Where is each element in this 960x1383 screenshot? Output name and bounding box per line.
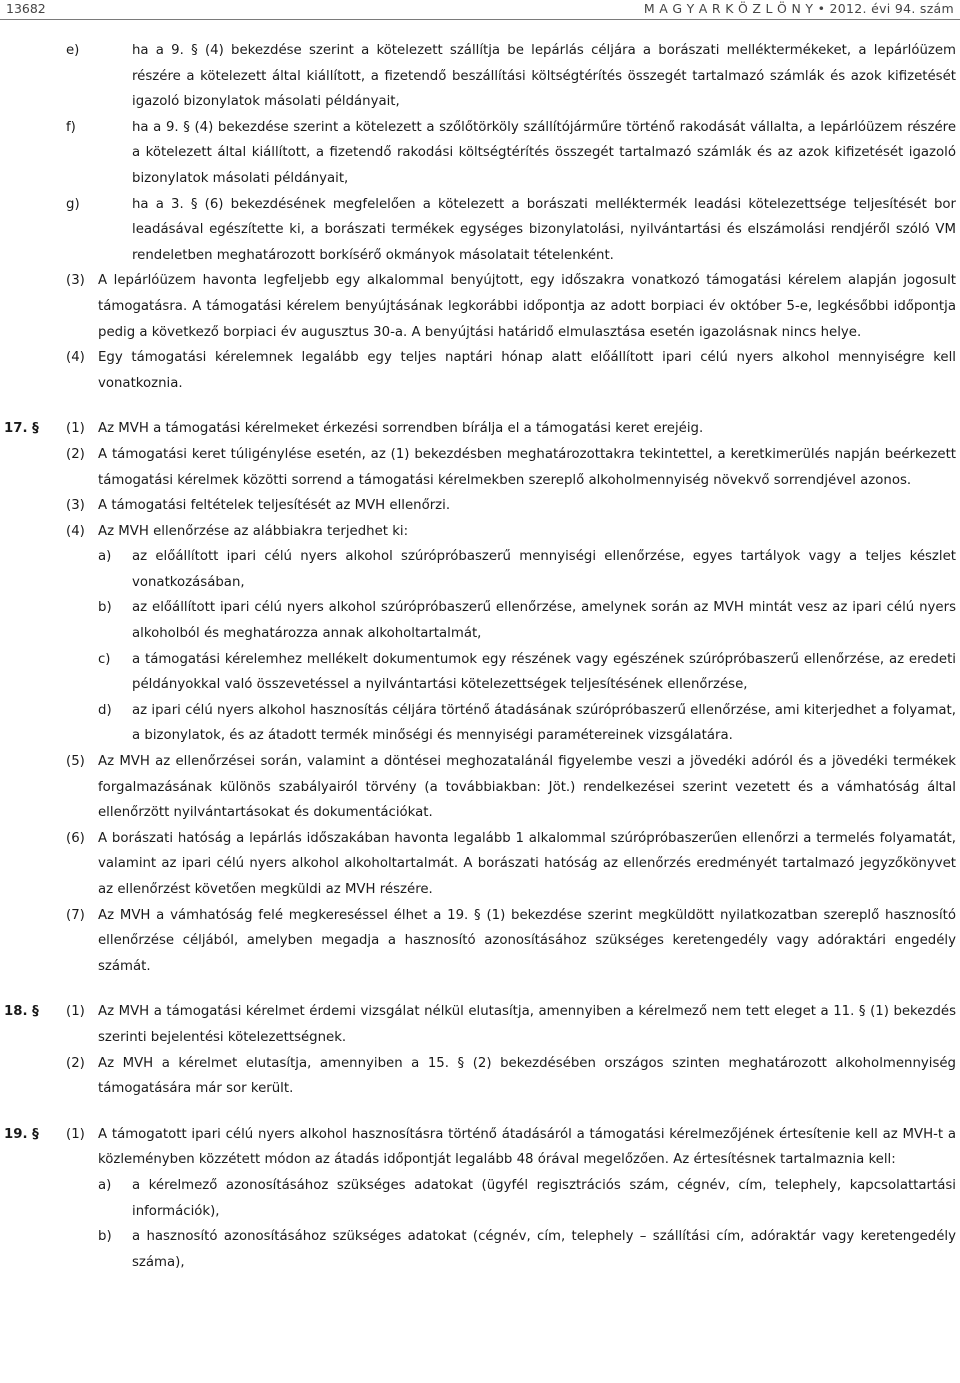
paragraph-marker: (5) [66, 754, 85, 770]
paragraph-text: a támogatási kérelemhez mellékelt dokumentumok egy részének vagy egészének szúrópróbaszerű ellenőrzése, az eredeti példányokkal való összevetéssel a nyilvántartási kötelezettségek teljesítésének ellenőrzése, [132, 651, 956, 693]
section-number: 17. § [4, 421, 39, 437]
list-item [0, 192, 960, 269]
section-paragraph [0, 999, 960, 1050]
numbered-paragraph [0, 826, 960, 903]
section-number: 19. § [4, 1126, 39, 1142]
paragraph-marker: (1) [66, 1126, 85, 1142]
numbered-paragraph [0, 519, 960, 545]
paragraph-text: az előállított ipari célú nyers alkohol szúrópróbaszerű mennyiségi ellenőrzése, egyes tartályok vagy a teljes készlet vonatkozásában, [132, 549, 956, 590]
item-marker: e) [66, 43, 80, 58]
paragraph-text: A borászati hatóság a lepárlás időszakában havonta legalább 1 alkalommal szúrópróbaszerűen ellenőrzi a termelés folyamatát, valamint az ipari célú nyers alkohol alkoholtartalmát. A borászati hatóság az ellenőrzés eredményét tartalmazó jegyzőkönyvet az ellenőrzést követően megküldi az MVH részére. [98, 830, 956, 897]
paragraph-marker: (2) [66, 1055, 85, 1071]
section-gap [0, 1102, 960, 1122]
paragraph-marker: (1) [66, 1004, 85, 1020]
paragraph-text: Az MVH a kérelmet elutasítja, amennyiben a 15. § (2) bekezdésében országos szinten meghatározott alkoholmennyiség támogatására már sor került. [98, 1055, 956, 1097]
page-number: 13682 [6, 1, 46, 16]
list-item [0, 38, 960, 115]
paragraph-marker: (3) [66, 498, 85, 514]
list-item [0, 544, 960, 595]
page-header [0, 0, 960, 22]
item-marker: a) [98, 549, 112, 565]
section-gap [0, 396, 960, 416]
numbered-paragraph [0, 442, 960, 493]
paragraph-text: ha a 9. § (4) bekezdése szerint a kötelezett szállítja be lepárlás céljára a borászati melléktermékeket, a lepárlóüzem részére a kötelezett által kiállított, a fizetendő beszállítási költségtérítés összegét tartalmazó számlák és azok kifizetését igazoló bizonylatok másolati példányait, [132, 43, 956, 110]
list-item [0, 1173, 960, 1224]
paragraph-marker: (6) [66, 830, 85, 846]
numbered-paragraph [0, 1051, 960, 1102]
numbered-paragraph [0, 268, 960, 345]
paragraph-marker: (4) [66, 523, 85, 539]
paragraph-text: Az MVH a támogatási kérelmet érdemi vizsgálat nélkül elutasítja, amennyiben a kérelmező nem tett eleget a 11. § (1) bekezdés szerinti bejelentési kötelezettségnek. [98, 1004, 956, 1045]
item-marker: b) [98, 1229, 112, 1245]
paragraph-text: A támogatási keret túligénylése esetén, az (1) bekezdésben meghatározottakra tekintettel, a keretkimerülés napján beérkezett támogatási kérelmek közötti sorrend a támogatási kérelmekben szereplő alkoholmennyiség növekvő sorrendjével azonos. [98, 446, 956, 488]
numbered-paragraph [0, 345, 960, 396]
paragraph-marker: (1) [66, 421, 85, 437]
paragraph-text: az ipari célú nyers alkohol hasznosítás céljára történő átadásának szúrópróbaszerű ellenőrzése, ami kiterjedhet a folyamat, a bizonylatok, és az átadott termék minőségi és mennyiségi paramétereinek vizsgálatára. [132, 702, 956, 744]
paragraph-text: Az MVH a támogatási kérelmeket érkezési sorrendben bírálja el a támogatási keret erejéig. [98, 421, 704, 437]
header-divider [0, 19, 960, 20]
paragraph-text: a hasznosító azonosításához szükséges adatokat (cégnév, cím, telephely – szállítási cím, adóraktár vagy keretengedély száma), [132, 1229, 956, 1270]
section-gap [0, 979, 960, 999]
item-marker: b) [98, 600, 112, 616]
paragraph-marker: (2) [66, 446, 85, 462]
paragraph-text: Az MVH ellenőrzése az alábbiakra terjedhet ki: [98, 523, 409, 539]
publication-title: M A G Y A R K Ö Z L Ö N Y • 2012. évi 94. szám [643, 1, 954, 16]
item-marker: a) [98, 1177, 112, 1193]
paragraph-text: Az MVH az ellenőrzései során, valamint a döntései meghozatalánál figyelembe veszi a jövedéki adóról és a jövedéki termékek forgalmazásának különös szabályairól törvény (a továbbiakban: Jöt.) rendelkezései szerint vezetett és a vámhatóság által ellenőrzött nyilvántartásokat és dokumentációkat. [98, 754, 956, 821]
section-paragraph [0, 416, 960, 442]
list-item [0, 1224, 960, 1275]
numbered-paragraph [0, 903, 960, 980]
paragraph-text: A lepárlóüzem havonta legfeljebb egy alkalommal benyújtott, egy időszakra vonatkozó támogatási kérelem alapján jogosult támogatásra. A támogatási kérelem benyújtásának legkorábbi időpontja az adott borpiaci év október 5-e, legkésőbbi időpontja pedig a következő borpiaci év augusztus 30-a. A benyújtási határidő elmulasztása esetén igazolásnak nincs helye. [98, 273, 956, 340]
numbered-paragraph [0, 749, 960, 826]
paragraph-marker: (3) [66, 273, 85, 289]
item-marker: d) [98, 702, 112, 718]
list-item [0, 698, 960, 749]
item-marker: f) [66, 119, 76, 135]
section-number: 18. § [4, 1004, 39, 1020]
paragraph-text: Egy támogatási kérelemnek legalább egy teljes naptári hónap alatt előállított ipari célú nyers alkohol mennyiségre kell vonatkoznia. [98, 350, 956, 391]
document-body [0, 38, 960, 1275]
paragraph-text: a kérelmező azonosításához szükséges adatokat (ügyfél regisztrációs szám, cégnév, cím, telephely, kapcsolattartási információk), [132, 1177, 956, 1219]
item-marker: c) [98, 651, 111, 667]
list-item [0, 647, 960, 698]
paragraph-marker: (7) [66, 907, 85, 923]
list-item [0, 595, 960, 646]
item-marker: g) [66, 196, 80, 212]
paragraph-text: ha a 9. § (4) bekezdése szerint a kötelezett a szőlőtörköly szállítójárműre történő rakodását vállalta, a lepárlóüzem részére a kötelezett által kiállított, a fizetendő rakodási költségtérítés összegét tartalmazó számlák és az azok kifizetését igazoló bizonylatok másolati példányait, [132, 119, 956, 186]
paragraph-text: Az MVH a vámhatóság felé megkereséssel élhet a 19. § (1) bekezdése szerint megküldött nyilatkozatban szereplő hasznosító ellenőrzése céljából, amelyben megadja a hasznosító azonosításához szükséges keretengedély vagy adóraktári engedély számát. [98, 907, 956, 974]
paragraph-text: A támogatott ipari célú nyers alkohol hasznosításra történő átadásáról a támogatási kérelmezőjének értesítenie kell az MVH-t a közleményben közzétett módon az átadás időpontját legalább 48 órával megelőzően. Az értesítésnek tartalmaznia kell: [98, 1126, 956, 1168]
numbered-paragraph [0, 493, 960, 519]
paragraph-text: az előállított ipari célú nyers alkohol szúrópróbaszerű ellenőrzése, amelynek során az MVH mintát vesz az ipari célú nyers alkoholból és meghatározza annak alkoholtartalmát, [132, 600, 956, 642]
paragraph-text: ha a 3. § (6) bekezdésének megfelelően a kötelezett a borászati melléktermék leadási kötelezettsége teljesítését bor leadásával egészítette ki, a borászati termékek egységes bizonylatolási, nyilvántartási és elszámolási rendjéről szóló VM rendeletben meghatározott borkísérő okmányok másolatait tételenként. [132, 196, 956, 263]
paragraph-text: A támogatási feltételek teljesítését az MVH ellenőrzi. [98, 498, 451, 514]
list-item [0, 115, 960, 192]
paragraph-marker: (4) [66, 350, 85, 366]
section-paragraph [0, 1122, 960, 1173]
